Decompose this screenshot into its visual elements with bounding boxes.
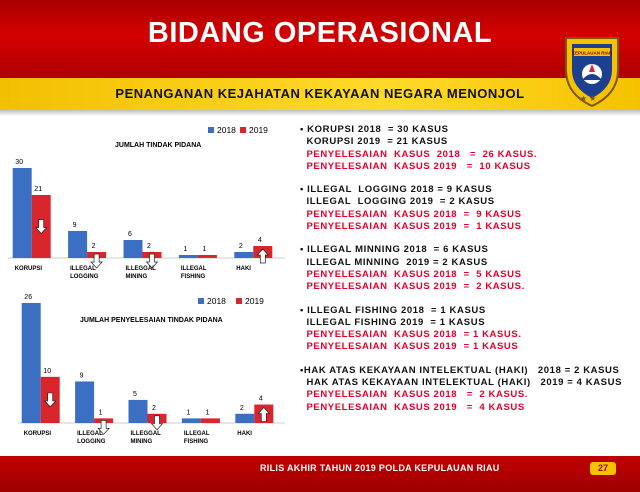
- chart-title: JUMLAH TINDAK PIDANA: [115, 142, 202, 149]
- data-label: 2: [91, 243, 96, 250]
- summary-block: [300, 244, 638, 293]
- data-label: 9: [72, 222, 77, 229]
- summary-line: • ILLEGAL FISHING 2018 = 1 KASUS: [300, 304, 486, 316]
- chart-title: JUMLAH PENYELESAIAN TINDAK PIDANA: [80, 317, 223, 324]
- summary-line: • ILLEGAL MINNING 2018 = 6 KASUS: [300, 244, 489, 256]
- category-label: FISHING: [180, 274, 206, 280]
- data-label: 6: [128, 231, 132, 238]
- rank-stars-icon: ★★: [580, 94, 599, 103]
- bar-2018-illegal: [75, 381, 94, 423]
- legend-label-2018: 2018: [217, 125, 236, 135]
- summary-line: PENYELESAIAN KASUS 2018 = 9 KASUS: [300, 208, 522, 220]
- page-number: 27: [590, 462, 616, 475]
- legend-label-2019: 2019: [249, 125, 268, 135]
- legend-swatch-2019: [236, 298, 242, 304]
- data-label: 1: [98, 409, 103, 417]
- bar-2018-illegal: [68, 231, 87, 258]
- summary-panel: [300, 124, 638, 425]
- bar-2019-illegal: [201, 418, 220, 423]
- chart-jumlah-tindak-pidana: [0, 120, 285, 280]
- category-label: HAKI: [236, 266, 251, 272]
- summary-line: PENYELESAIAN KASUS 2019 = 1 KASUS: [300, 341, 519, 353]
- legend-swatch-2019: [240, 127, 246, 133]
- page-subtitle: PENANGANAN KEJAHATAN KEKAYAAN NEGARA MENONJOL: [115, 86, 525, 101]
- legend-swatch-2018: [208, 127, 214, 133]
- summary-line: ILLEGAL FISHING 2019 = 1 KASUS: [300, 316, 486, 328]
- summary-line: ILLEGAL MINNING 2019 = 2 KASUS: [300, 256, 488, 268]
- summary-line: PENYELESAIAN KASUS 2019 = 1 KASUS: [300, 221, 522, 233]
- summary-line: HAK ATAS KEKAYAAN INTELEKTUAL (HAKI) 2019 = 4 KASUS: [300, 377, 623, 389]
- summary-line: PENYELESAIAN KASUS 2018 = 2 KASUS.: [300, 389, 529, 401]
- category-label: MINING: [130, 439, 153, 445]
- category-label: KORUPSI: [23, 431, 52, 437]
- category-label: KORUPSI: [14, 266, 43, 272]
- summary-line: PENYELESAIAN KASUS 2019 = 2 KASUS.: [300, 281, 525, 293]
- summary-line: KORUPSI 2019 = 21 KASUS: [300, 136, 448, 148]
- data-label: 2: [152, 404, 156, 412]
- summary-block: [300, 365, 638, 414]
- data-label: 10: [43, 367, 52, 375]
- bar-2018-illegal: [182, 418, 201, 423]
- data-label: 1: [205, 409, 210, 417]
- data-label: 5: [133, 390, 137, 398]
- summary-block: [300, 184, 638, 233]
- summary-line: PENYELESAIAN KASUS 2019 = 4 KASUS: [300, 401, 525, 413]
- data-label: 9: [79, 372, 84, 380]
- category-label: FISHING: [183, 439, 209, 445]
- footer-text: RILIS AKHIR TAHUN 2019 POLDA KEPULAUAN RIAU: [260, 463, 500, 473]
- bar-2018-korupsi: [22, 303, 41, 423]
- category-label: HAKI: [237, 431, 252, 437]
- category-label: ILLEGAL: [183, 431, 210, 437]
- data-label: 2: [238, 243, 243, 250]
- legend-label-2018: 2018: [207, 296, 226, 306]
- category-label: ILLEGAL: [70, 266, 96, 272]
- category-label: LOGGING: [70, 274, 99, 280]
- footer-band: [0, 456, 640, 492]
- summary-line: PENYELESAIAN KASUS 2018 = 1 KASUS.: [300, 329, 522, 341]
- emblem-text: KEPULAUAN RIAU: [571, 50, 613, 56]
- category-label: ILLEGAL: [77, 431, 103, 437]
- bar-2019-illegal: [198, 255, 217, 258]
- chart-jumlah-penyelesaian: [0, 283, 285, 453]
- category-label: ILLEGGAL: [125, 266, 156, 272]
- data-label: 30: [15, 159, 24, 166]
- summary-block: [300, 124, 638, 173]
- data-label: 1: [183, 246, 188, 253]
- bar-2018-illegal: [179, 255, 198, 258]
- category-label: ILLEGAL: [180, 266, 207, 272]
- summary-line: • KORUPSI 2018 = 30 KASUS: [300, 124, 449, 135]
- legend-swatch-2018: [198, 298, 204, 304]
- summary-line: PENYELESAIAN KASUS 2018 = 26 KASUS.: [300, 148, 538, 160]
- data-label: 2: [147, 243, 151, 250]
- summary-line: •HAK ATAS KEKAYAAN INTELEKTUAL (HAKI) 2018 = 2 KASUS: [300, 364, 620, 376]
- bar-2018-korupsi: [13, 168, 32, 258]
- page-title: BIDANG OPERASIONAL: [147, 17, 493, 49]
- summary-line: • ILLEGAL LOGGING 2018 = 9 KASUS: [300, 184, 493, 196]
- summary-line: PENYELESAIAN KASUS 2019 = 10 KASUS: [300, 160, 531, 172]
- bar-2018-haki: [234, 252, 253, 258]
- data-label: 21: [34, 186, 43, 193]
- data-label: 4: [258, 395, 263, 403]
- summary-line: ILLEGAL LOGGING 2019 = 2 KASUS: [300, 196, 495, 208]
- legend-label-2019: 2019: [245, 296, 264, 306]
- category-label: LOGGING: [77, 439, 106, 445]
- bar-2018-illeggal: [129, 400, 148, 423]
- category-label: ILLEGGAL: [130, 431, 161, 437]
- data-label: 2: [239, 404, 244, 412]
- summary-line: PENYELESAIAN KASUS 2018 = 5 KASUS: [300, 268, 522, 280]
- category-label: MINING: [125, 274, 148, 280]
- data-label: 4: [257, 237, 262, 244]
- bar-2018-haki: [235, 414, 254, 423]
- data-label: 1: [186, 409, 191, 417]
- data-label: 1: [202, 246, 207, 253]
- summary-block: [300, 305, 638, 354]
- bar-2018-illeggal: [124, 240, 143, 258]
- data-label: 26: [24, 294, 33, 301]
